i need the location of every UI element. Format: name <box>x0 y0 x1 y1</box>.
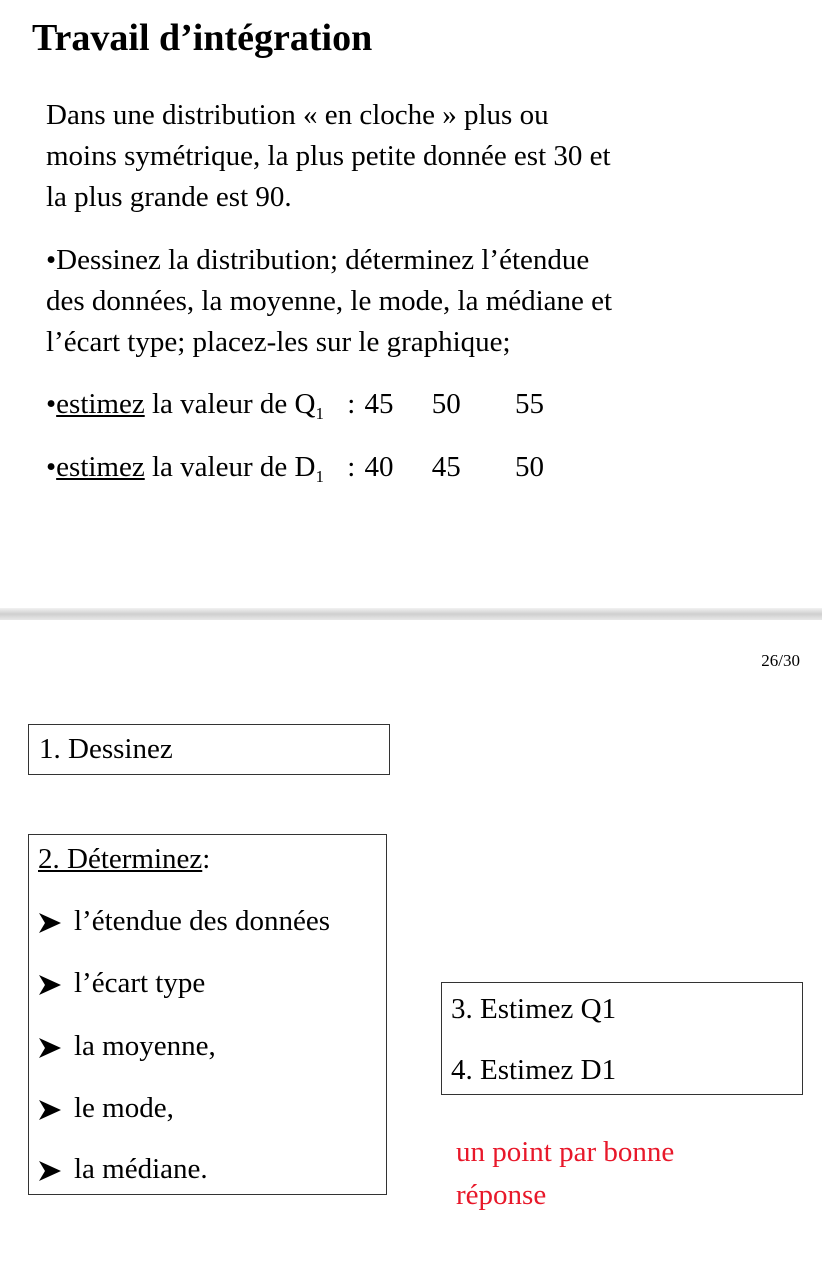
intro-line: la plus grande est 90. <box>46 181 292 213</box>
arrowhead-bullet-icon <box>38 911 62 935</box>
note-line: un point par bonne <box>456 1136 675 1168</box>
instruction-line: l’écart type; placez-les sur le graphique; <box>46 326 511 358</box>
bullet: • <box>46 451 57 483</box>
option-value: 50 <box>431 388 461 420</box>
list-item-label: l’étendue des données <box>74 905 331 937</box>
option-value: 55 <box>515 388 544 420</box>
page-title: Travail d’intégration <box>32 17 373 59</box>
arrowhead-bullet-icon <box>38 1159 62 1183</box>
estimate-text: la valeur de D <box>144 451 316 483</box>
arrowhead-bullet-icon <box>38 1036 62 1060</box>
bullet: • <box>46 388 57 420</box>
arrowhead-bullet-icon <box>38 973 62 997</box>
colon: : <box>347 451 356 483</box>
list-item <box>38 905 330 938</box>
task-box-estimate <box>441 982 803 1095</box>
task-box-determine <box>28 834 387 1195</box>
list-item <box>38 1153 208 1186</box>
task-title-text: 2. Déterminez <box>38 843 203 875</box>
subscript: 1 <box>315 404 324 423</box>
list-item <box>38 1092 174 1125</box>
page-number: 26/30 <box>761 651 800 670</box>
intro-line: Dans une distribution « en cloche » plus ou <box>46 99 549 131</box>
task-box-draw <box>28 724 390 775</box>
list-item <box>38 967 205 1000</box>
page-divider <box>0 608 822 620</box>
estimate-text: la valeur de Q <box>144 388 316 420</box>
estimate-d1-line <box>46 449 544 485</box>
intro-line: moins symétrique, la plus petite donnée est 30 et <box>46 140 611 172</box>
list-item <box>38 1030 216 1063</box>
option-value: 50 <box>515 451 544 483</box>
option-value: 45 <box>431 451 461 483</box>
option-value: 40 <box>364 451 394 483</box>
note-line: réponse <box>456 1179 547 1211</box>
list-item-label: l’écart type <box>74 967 206 999</box>
instruction-line: des données, la moyenne, le mode, la médiane et <box>46 285 613 317</box>
list-item-label: le mode, <box>74 1092 174 1124</box>
intro-paragraph <box>46 95 611 218</box>
estimate-verb: estimez <box>56 451 145 483</box>
instructions-paragraph <box>46 240 612 363</box>
task-label: 4. Estimez D1 <box>451 1054 617 1086</box>
list-item-label: la moyenne, <box>74 1030 216 1062</box>
arrowhead-bullet-icon <box>38 1098 62 1122</box>
instruction-line: •Dessinez la distribution; déterminez l’étendue <box>46 244 590 276</box>
colon: : <box>347 388 356 420</box>
list-item-label: la médiane. <box>74 1153 208 1185</box>
task-title-suffix: : <box>202 843 211 875</box>
option-value: 45 <box>364 388 394 420</box>
task-title <box>38 843 210 876</box>
estimate-verb: estimez <box>56 388 145 420</box>
task-label: 1. Dessinez <box>39 733 173 765</box>
task-label: 3. Estimez Q1 <box>451 993 617 1025</box>
estimate-q1-line <box>46 386 544 422</box>
subscript: 1 <box>315 467 324 486</box>
scoring-note <box>456 1131 674 1217</box>
